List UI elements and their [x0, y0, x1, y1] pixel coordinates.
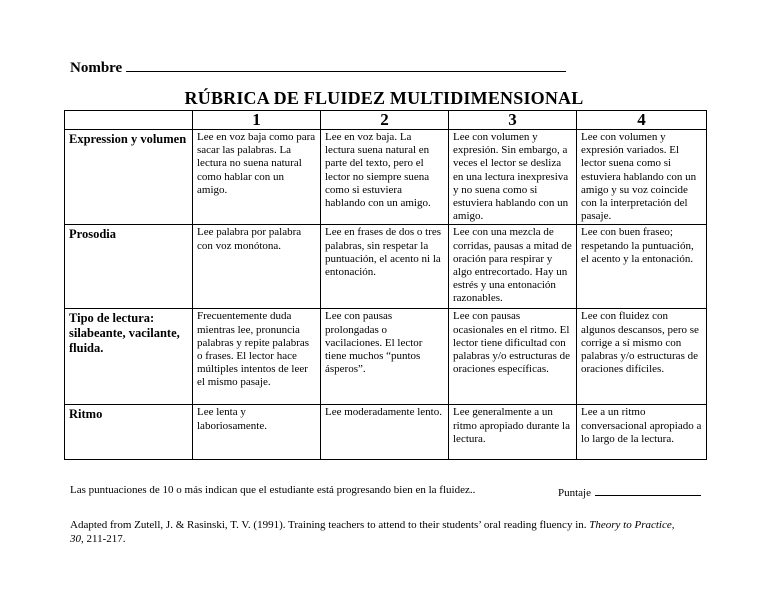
score-field [558, 484, 701, 499]
header-row [65, 111, 707, 130]
descriptor-cell: Frecuentemente duda mientras lee, pronuncia palabras y repite palabras o frases. El lector hace múltiples intentos de leer el mismo pasaje. [193, 309, 321, 405]
score-header-1: 1 [193, 111, 321, 130]
table-row [65, 309, 707, 405]
descriptor-cell: Lee con buen fraseo; respetando la puntuación, el acento y la entonación. [577, 225, 707, 309]
scoring-note: Las puntuaciones de 10 o más indican que el estudiante está progresando bien en la fluidez.. [70, 484, 476, 496]
score-blank-line [595, 484, 701, 496]
name-label: Nombre [70, 60, 123, 76]
criterion-reading-type: Tipo de lectura: silabeante, vacilante, fluida. [65, 309, 193, 405]
header-empty-cell [65, 111, 193, 130]
criterion-prosody: Prosodia [65, 225, 193, 309]
descriptor-cell: Lee en frases de dos o tres palabras, sin respetar la puntuación, el acento ni la entonación. [321, 225, 449, 309]
table-row [65, 225, 707, 309]
score-header-2: 2 [321, 111, 449, 130]
descriptor-cell: Lee con volumen y expresión. Sin embargo, a veces el lector se desliza en una lectura inexpresiva y no suena como si estuviera hablando con un amigo. [449, 130, 577, 225]
descriptor-cell: Lee en voz baja. La lectura suena natural en parte del texto, pero el lector no siempre suena como si estuviera hablando con un amigo. [321, 130, 449, 225]
score-header-4: 4 [577, 111, 707, 130]
descriptor-cell: Lee a un ritmo conversacional apropiado a lo largo de la lectura. [577, 405, 707, 460]
page-title: RÚBRICA DE FLUIDEZ MULTIDIMENSIONAL [184, 88, 584, 108]
descriptor-cell: Lee moderadamente lento. [321, 405, 449, 460]
name-blank-line [126, 57, 566, 72]
criterion-pace: Ritmo [65, 405, 193, 460]
citation [70, 518, 690, 546]
score-header-3: 3 [449, 111, 577, 130]
descriptor-cell: Lee con una mezcla de corridas, pausas a mitad de oración para respirar y algo entrecortado. Hay un estrés y una entonación razonables. [449, 225, 577, 309]
descriptor-cell: Lee con pausas ocasionales en el ritmo. El lector tiene dificultad con palabras y/o estructuras de oraciones específicas. [449, 309, 577, 405]
table-row [65, 130, 707, 225]
citation-text: Adapted from Zutell, J. & Rasinski, T. V. (1991). Training teachers to attend to their students’ oral reading fluency in. [70, 519, 590, 531]
citation-pages: , 211-217. [81, 533, 126, 545]
descriptor-cell: Lee con volumen y expresión variados. El lector suena como si estuviera hablando con un amigo y su voz coincide con la interpretación del pasaje. [577, 130, 707, 225]
descriptor-cell: Lee lenta y laboriosamente. [193, 405, 321, 460]
score-label: Puntaje [558, 487, 591, 499]
rubric-table [64, 110, 707, 460]
descriptor-cell: Lee con fluidez con algunos descansos, pero se corrige a sí mismo con palabras y/o estructuras de oraciones difíciles. [577, 309, 707, 405]
descriptor-cell: Lee generalmente a un ritmo apropiado durante la lectura. [449, 405, 577, 460]
criterion-expression: Expression y volumen [65, 130, 193, 225]
name-field [70, 57, 566, 77]
descriptor-cell: Lee palabra por palabra con voz monótona. [193, 225, 321, 309]
table-row [65, 405, 707, 460]
descriptor-cell: Lee con pausas prolongadas o vacilaciones. El lector tiene muchos “puntos ásperos”. [321, 309, 449, 405]
citation-journal: Theory to Practice, 30 [70, 519, 675, 545]
descriptor-cell: Lee en voz baja como para sacar las palabras. La lectura no suena natural como hablar con un amigo. [193, 130, 321, 225]
